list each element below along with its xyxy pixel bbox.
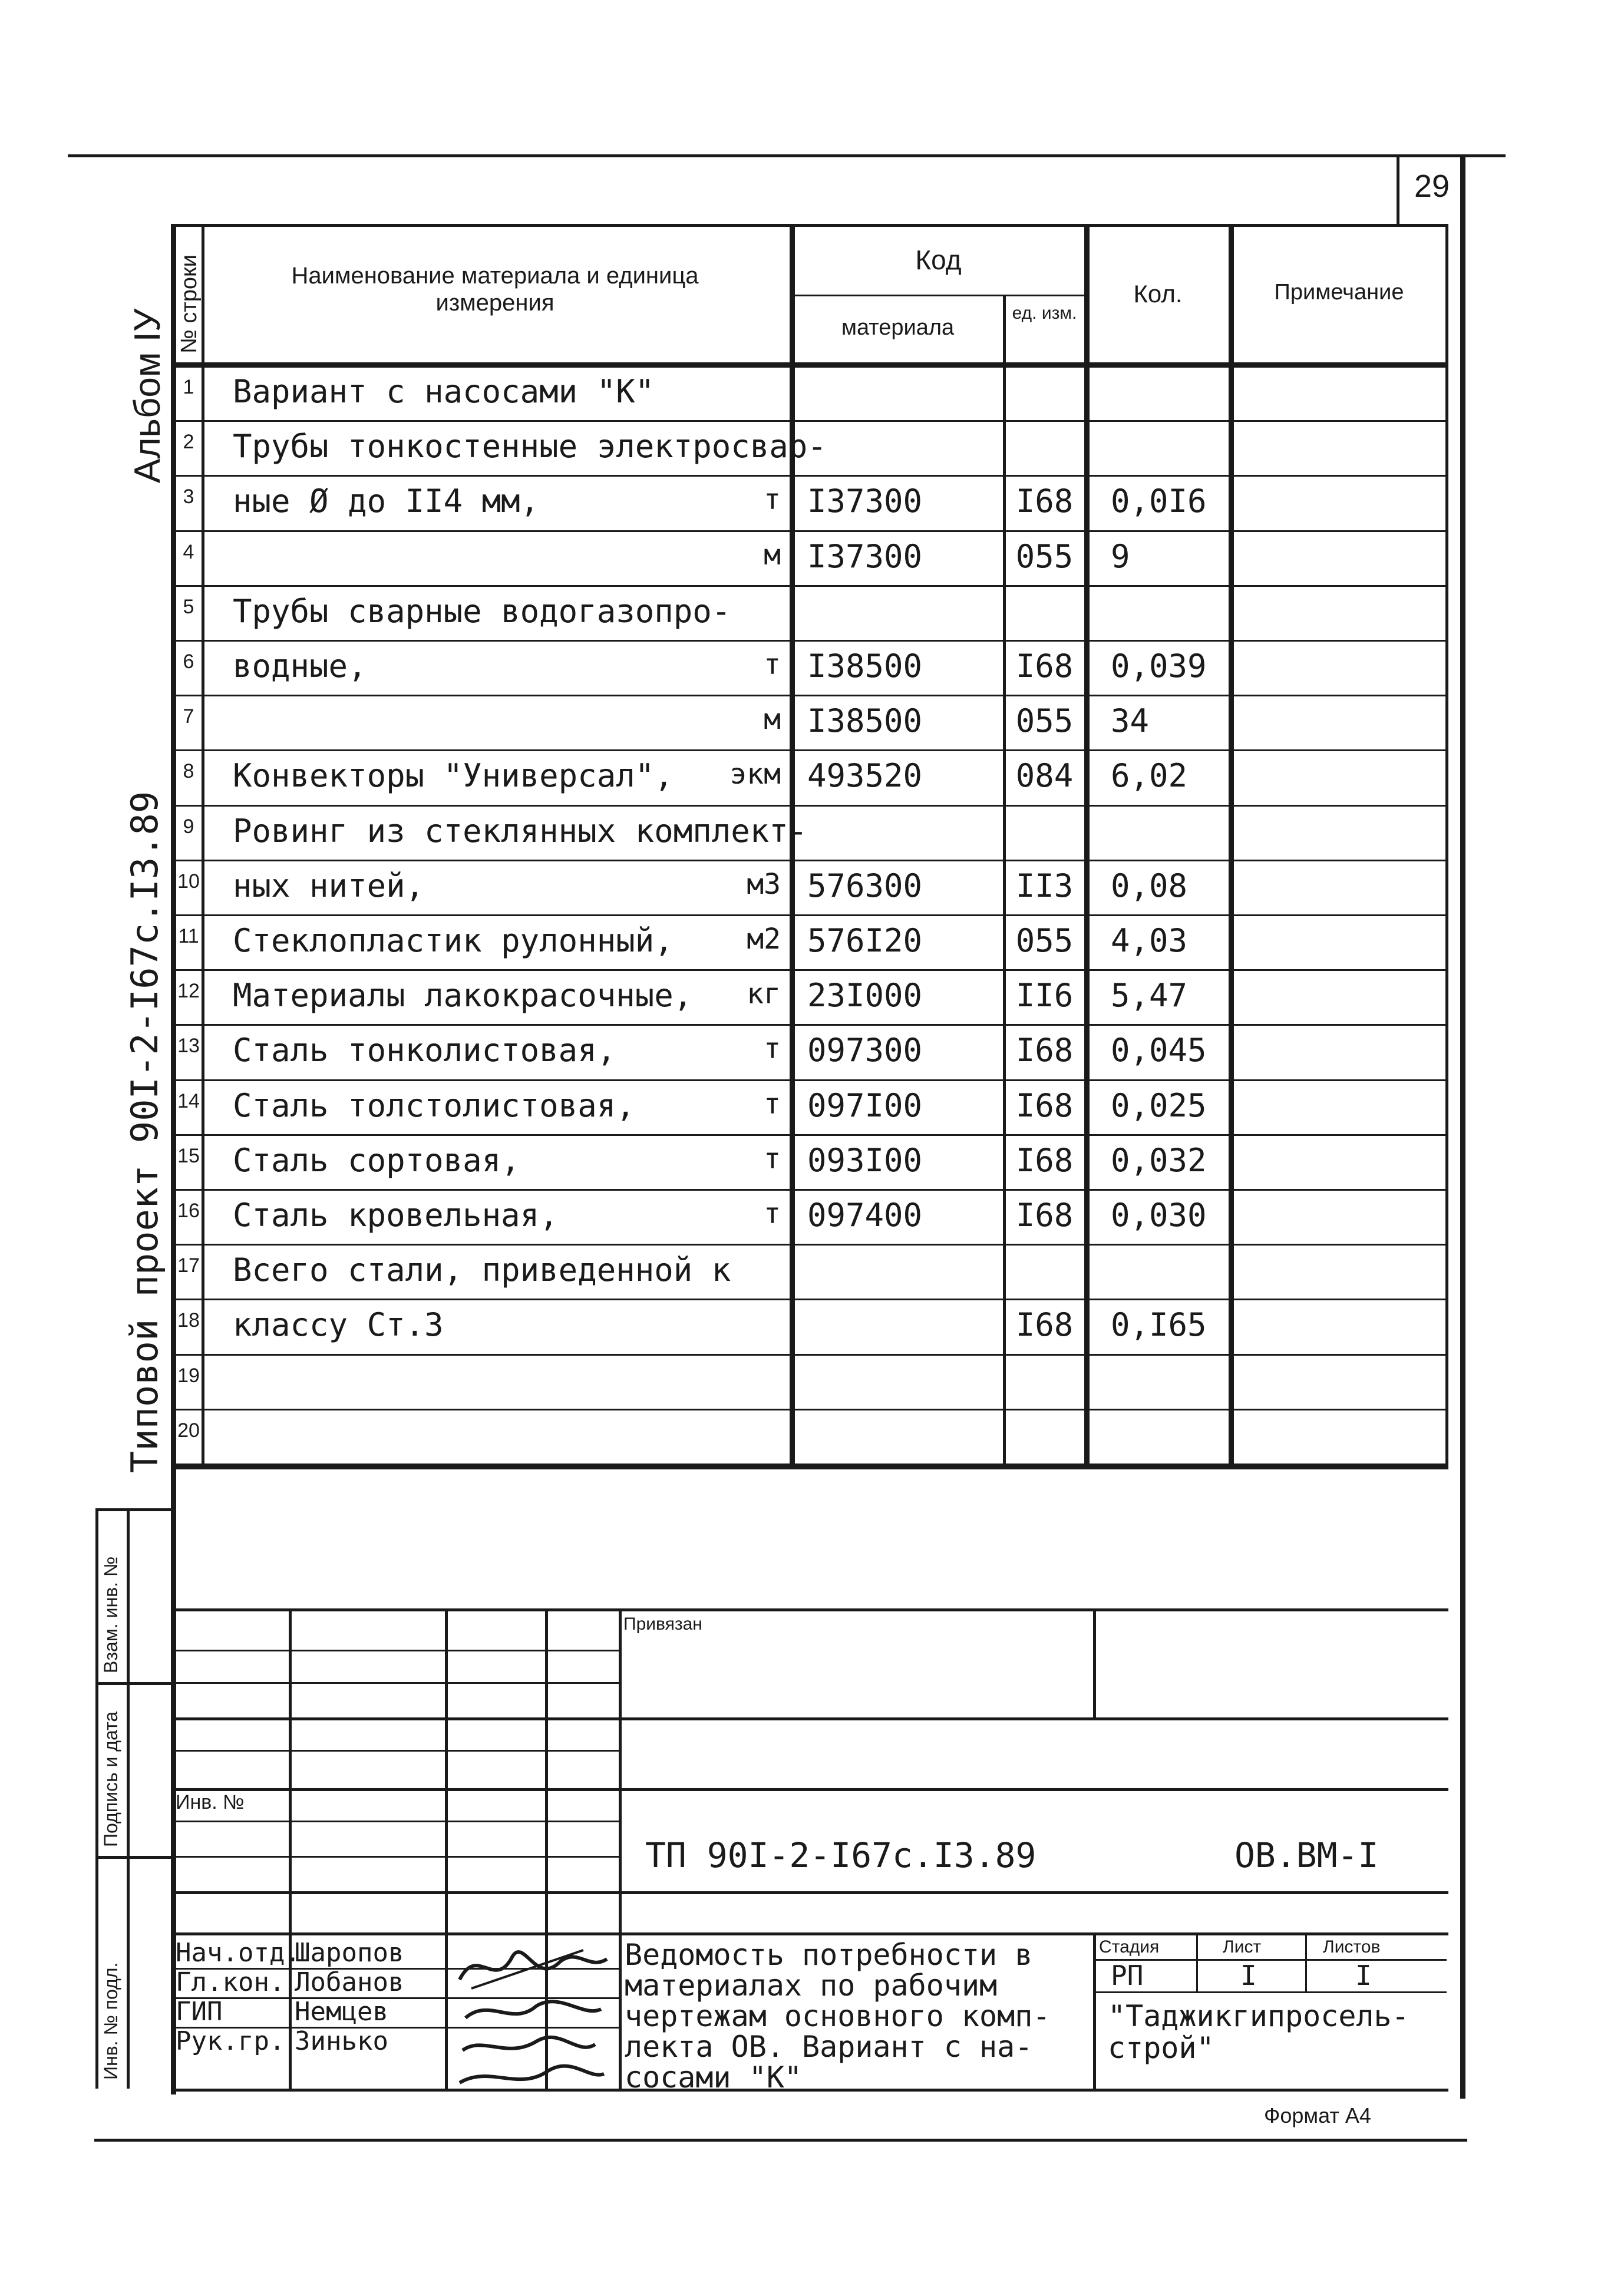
material-code: 493520 [807, 757, 923, 795]
col-line-note [1229, 224, 1234, 1467]
signer-role: Нач.отд. [176, 1938, 301, 1968]
material-name: Трубы тонкостенные электросвар- [233, 428, 827, 465]
header-code-split [790, 295, 1084, 296]
material-name: водные, [233, 647, 367, 685]
tb-line [171, 1682, 619, 1684]
row-number: 12 [177, 980, 200, 1003]
project-label: Типовой проект 90I-2-I67с.I3.89 [123, 791, 166, 1473]
row-number: 9 [183, 815, 194, 838]
material-name: Стеклопластик рулонный, [233, 922, 674, 959]
quantity: 9 [1111, 537, 1130, 575]
row-divider [171, 1134, 1448, 1136]
signer-name: Лобанов [295, 1967, 404, 1997]
row-number: 20 [177, 1419, 200, 1442]
signer-role: Гл.кон. [176, 1967, 285, 1997]
header-qty: Кол. [1133, 280, 1183, 308]
row-divider [171, 1299, 1448, 1300]
quantity: 34 [1111, 702, 1150, 740]
header-note: Примечание [1274, 280, 1404, 305]
row-number: 3 [183, 485, 194, 508]
signer-role: ГИП [176, 1997, 223, 2027]
row-divider [171, 475, 1448, 477]
tb-vline [1196, 1932, 1198, 1991]
material-name: Материалы лакокрасочные, [233, 977, 693, 1015]
tb-line [171, 1750, 619, 1752]
sheet-value: I [1240, 1960, 1257, 1991]
row-divider [171, 695, 1448, 696]
album-label: Альбом IУ [127, 308, 168, 483]
col-line-right [1445, 224, 1448, 1467]
unit-of-measure: т [764, 1142, 781, 1175]
header-code: Код [915, 245, 962, 275]
row-number: 8 [183, 760, 194, 783]
material-code: 097300 [807, 1032, 923, 1069]
stamp-column-mid [127, 1508, 130, 2089]
unit-of-measure: т [764, 483, 781, 517]
tb-line [171, 1788, 1448, 1791]
unit-code: 084 [1015, 757, 1074, 795]
unit-code: II6 [1015, 977, 1074, 1015]
row-divider [171, 1354, 1448, 1356]
row-divider [171, 860, 1448, 861]
material-code: 576300 [807, 867, 923, 904]
stamp-label-sign: Подпись и дата [100, 1711, 121, 1847]
inv-number-label: Инв. № [176, 1791, 245, 1813]
unit-of-measure: м [764, 538, 781, 571]
stage-label: Стадия [1099, 1937, 1160, 1957]
header-name: Наименование материала и единица измерения [291, 263, 699, 316]
signer-name: Зинько [295, 2026, 388, 2056]
stamp-label-inv: Инв. № подл. [100, 1962, 121, 2080]
quantity: 0,08 [1111, 867, 1188, 904]
organization-line: "Таджикгипросель- [1108, 1999, 1409, 2033]
unit-code: I68 [1015, 1306, 1074, 1344]
quantity: 0,025 [1111, 1086, 1207, 1124]
material-code: 093I00 [807, 1141, 923, 1179]
material-code: 097I00 [807, 1086, 923, 1124]
row-divider [171, 914, 1448, 916]
signature-marks [448, 1938, 613, 2095]
row-number: 17 [177, 1254, 200, 1277]
top-border [68, 154, 1506, 157]
row-number: 19 [177, 1364, 200, 1387]
signer-role: Рук.гр. [176, 2026, 285, 2056]
unit-of-measure: м2 [747, 923, 781, 956]
unit-of-measure: экм [729, 758, 781, 791]
stage-value: РП [1111, 1960, 1144, 1991]
col-line-unitcode [1003, 295, 1006, 1467]
row-divider [171, 1244, 1448, 1246]
unit-code: I68 [1015, 647, 1074, 685]
sheet-label: Лист [1223, 1937, 1262, 1957]
quantity: 5,47 [1111, 977, 1188, 1015]
right-border [1460, 154, 1465, 2099]
row-number: 1 [183, 376, 194, 398]
tb-line [171, 1821, 619, 1822]
material-code: 097400 [807, 1197, 923, 1234]
document-code: ТП 90I-2-I67с.I3.89 [645, 1835, 1036, 1875]
bottom-rule [94, 2139, 1467, 2142]
row-number: 15 [177, 1144, 200, 1167]
quantity: 0,039 [1111, 647, 1207, 685]
row-number: 5 [183, 595, 194, 618]
tb-vline [1093, 1932, 1096, 2089]
row-number: 10 [177, 870, 200, 893]
material-name: ных нитей, [233, 867, 425, 904]
material-code: I37300 [807, 483, 923, 520]
organization-name [1108, 2000, 1409, 2064]
quantity: 0,0I6 [1111, 483, 1207, 520]
unit-code: I68 [1015, 1032, 1074, 1069]
tb-line [171, 1932, 1448, 1935]
tb-line [171, 1891, 1448, 1894]
material-name: Трубы сварные водогазопро- [233, 592, 731, 630]
material-name: Вариант с насосами "К" [233, 373, 655, 410]
privyazan-label: Привязан [623, 1614, 702, 1634]
unit-code: I68 [1015, 483, 1074, 520]
page-number: 29 [1414, 169, 1450, 204]
quantity: 0,030 [1111, 1197, 1207, 1234]
document-title [625, 1940, 1050, 2093]
title-line: Ведомость потребности в [625, 1938, 1033, 1972]
row-divider [171, 969, 1448, 971]
signer-name: Немцев [295, 1997, 388, 2027]
tb-line [171, 1856, 619, 1858]
material-name: Ровинг из стеклянных комплект- [233, 812, 808, 850]
stamp-line [95, 1856, 172, 1859]
row-divider [171, 420, 1448, 422]
unit-code: 055 [1015, 702, 1074, 740]
header-code-unit: ед. изм. [1012, 303, 1077, 323]
tb-vline [1305, 1932, 1307, 1991]
row-divider [171, 1024, 1448, 1026]
unit-of-measure: т [764, 1087, 781, 1121]
material-code: I38500 [807, 647, 923, 685]
row-divider [171, 640, 1448, 642]
material-name: ные Ø до II4 мм, [233, 483, 540, 520]
unit-of-measure: т [764, 1197, 781, 1230]
stamp-line [95, 1682, 172, 1685]
title-line: материалах по рабочим [625, 1968, 998, 2003]
unit-code: I68 [1015, 1141, 1074, 1179]
header-top-line [171, 224, 1448, 227]
tb-vline [289, 1608, 292, 2089]
unit-code: 055 [1015, 922, 1074, 959]
header-code-material: материала [841, 315, 955, 340]
unit-of-measure: кг [747, 977, 781, 1011]
row-number: 7 [183, 705, 194, 728]
title-line: лекта ОВ. Вариант с на- [625, 2030, 1033, 2064]
row-number: 18 [177, 1309, 200, 1332]
unit-of-measure: м3 [747, 867, 781, 901]
unit-code: 055 [1015, 537, 1074, 575]
material-code: I37300 [807, 537, 923, 575]
material-name: Сталь сортовая, [233, 1141, 520, 1179]
signer-name: Шаропов [295, 1938, 404, 1968]
row-divider [171, 1189, 1448, 1191]
format-label: Формат А4 [1264, 2103, 1371, 2127]
row-number: 13 [177, 1035, 200, 1058]
row-number: 4 [183, 540, 194, 563]
sheets-value: I [1355, 1960, 1372, 1991]
row-number: 16 [177, 1200, 200, 1222]
material-name: Сталь толстолистовая, [233, 1086, 635, 1124]
unit-code: I68 [1015, 1197, 1074, 1234]
title-line: сосами "К" [625, 2060, 803, 2095]
stamp-column-left [95, 1508, 98, 2089]
organization-line: строй" [1108, 2031, 1214, 2065]
row-divider [171, 530, 1448, 532]
page-number-box [1397, 154, 1399, 224]
row-divider [171, 1464, 1448, 1465]
row-divider [171, 1409, 1448, 1410]
tb-line [171, 1650, 619, 1651]
tb-line [1093, 1991, 1447, 1993]
material-name: классу Ст.3 [233, 1306, 444, 1344]
stamp-label-replace: Взам. инв. № [100, 1556, 121, 1673]
row-divider [171, 1079, 1448, 1081]
row-number: 6 [183, 650, 194, 673]
row-divider [171, 805, 1448, 807]
quantity: 0,045 [1111, 1032, 1207, 1069]
tb-vline [1093, 1608, 1096, 1717]
document-mark: ОВ.ВМ-I [1234, 1835, 1379, 1875]
tb-line [1093, 1959, 1447, 1961]
quantity: 0,032 [1111, 1141, 1207, 1179]
stamp-line [95, 1508, 172, 1511]
tb-line [171, 1608, 1448, 1611]
sheets-label: Листов [1323, 1937, 1381, 1957]
col-line-number [202, 224, 204, 1467]
material-name: Сталь тонколистовая, [233, 1032, 616, 1069]
quantity: 6,02 [1111, 757, 1188, 795]
tb-vline [619, 1608, 622, 2089]
row-number: 2 [183, 431, 194, 454]
unit-of-measure: т [764, 1032, 781, 1066]
material-name: Конвекторы "Универсал", [233, 757, 674, 795]
row-divider [171, 585, 1448, 587]
row-number: 14 [177, 1089, 200, 1112]
header-row-number: № строки [177, 255, 202, 354]
material-code: I38500 [807, 702, 923, 740]
material-code: 23I000 [807, 977, 923, 1015]
quantity: 0,I65 [1111, 1306, 1207, 1344]
material-code: 576I20 [807, 922, 923, 959]
title-line: чертежам основного комп- [625, 1999, 1051, 2033]
row-number: 11 [178, 925, 199, 947]
header-bottom-line [171, 362, 1448, 368]
unit-code: I68 [1015, 1086, 1074, 1124]
material-name: Сталь кровельная, [233, 1197, 559, 1234]
material-name: Всего стали, приведенной к [233, 1251, 731, 1289]
quantity: 4,03 [1111, 922, 1188, 959]
tb-line [171, 1717, 1448, 1720]
row-divider [171, 749, 1448, 751]
unit-of-measure: м [764, 703, 781, 736]
unit-code: II3 [1015, 867, 1074, 904]
unit-of-measure: т [764, 648, 781, 681]
col-line-qty [1084, 224, 1090, 1467]
